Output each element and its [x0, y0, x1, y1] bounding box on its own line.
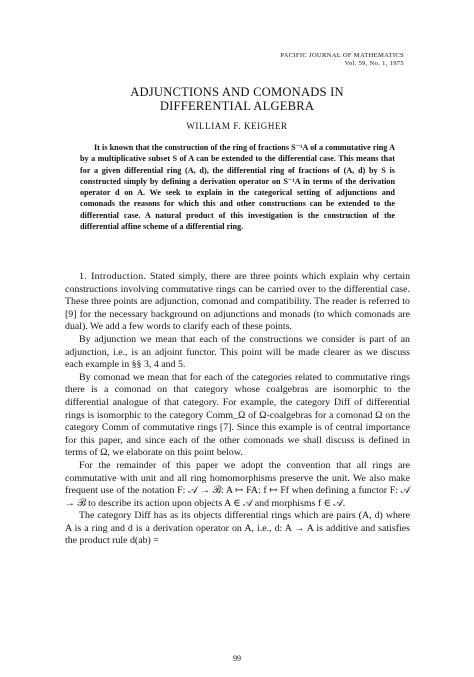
abstract-text: It is known that the construction of the ring of fractions S⁻¹A of a commutative ring A by a multiplicative subset S of A can be extended to the differential case. This means that for a given differential ring (A, d), the differential ring of fractions of (A, d) by S is constructed simply by defining a derivation operator on S⁻¹A in terms of the derivation operator d on A. We seek to explain in the categorical setting of adjunctions and comonads the reasons for which this and other constructions can be extended to the differential case. A natural product of this investigation is the construction of the differential affine scheme of a differential ring. [80, 143, 395, 232]
paragraph-5: The category Diff has as its objects differential rings which are pairs (A, d) where A is a ring and d is a derivation operator on A, i.e., d: A → A is additive and satisfies the product rule d(ab) = [65, 510, 410, 547]
journal-name: PACIFIC JOURNAL OF MATHEMATICS [280, 52, 404, 59]
paragraph-1-text: Stated simply, there are three points which explain why certain constructions involving commutative rings can be carried over to the differential case. These three points are adjunction, comonad and compatibility. The reader is referred to [9] for the necessary background on adjunctions and monads (to which comonads are dual). We add a few words to clarify each of these points. [65, 271, 411, 333]
paragraph-1 [65, 271, 410, 334]
author-name: WILLIAM F. KEIGHER [186, 121, 288, 131]
journal-volume: Vol. 59, No. 1, 1975 [344, 60, 404, 67]
paper-title [0, 85, 474, 113]
paragraph-3: By comonad we mean that for each of the categories related to commutative rings there is a comonad on that category whose coalgebras are isomorphic to the differential analogue of that category. For example, the category Diff of differential rings is isomorphic to the category Comm_Ω of Ω-coalgebras for a comonad Ω on the category Comm of commutative rings [7]. Since this example is of central importance for this paper, and since each of the other comonads we shall discuss is defined in terms of Ω, we elaborate on this point below. [65, 371, 410, 459]
title-line-1: ADJUNCTIONS AND COMONADS IN [130, 85, 344, 99]
abstract [80, 142, 395, 232]
running-head [280, 52, 404, 68]
body-text [65, 271, 410, 548]
page-number: 99 [233, 654, 241, 663]
section-heading: 1. Introduction. [79, 271, 147, 282]
paragraph-4: For the remainder of this paper we adopt the convention that all rings are commutative with unit and all ring homomorphisms preserve the unit. We also make frequent use of the notation F: 𝒜 → ℬ: A ↦ FA: f ↦ Ff when defining a functor F: 𝒜 → ℬ to describe its action upon objects A ∈ 𝒜 and morphisms f ∈ 𝒜. [65, 459, 410, 509]
title-line-2: DIFFERENTIAL ALGEBRA [159, 99, 315, 113]
paragraph-2: By adjunction we mean that each of the constructions we consider is part of an adjunction, i.e., is an adjoint functor. This point will be made clearer as we discuss each example in §§ 3, 4 and 5. [65, 333, 410, 371]
